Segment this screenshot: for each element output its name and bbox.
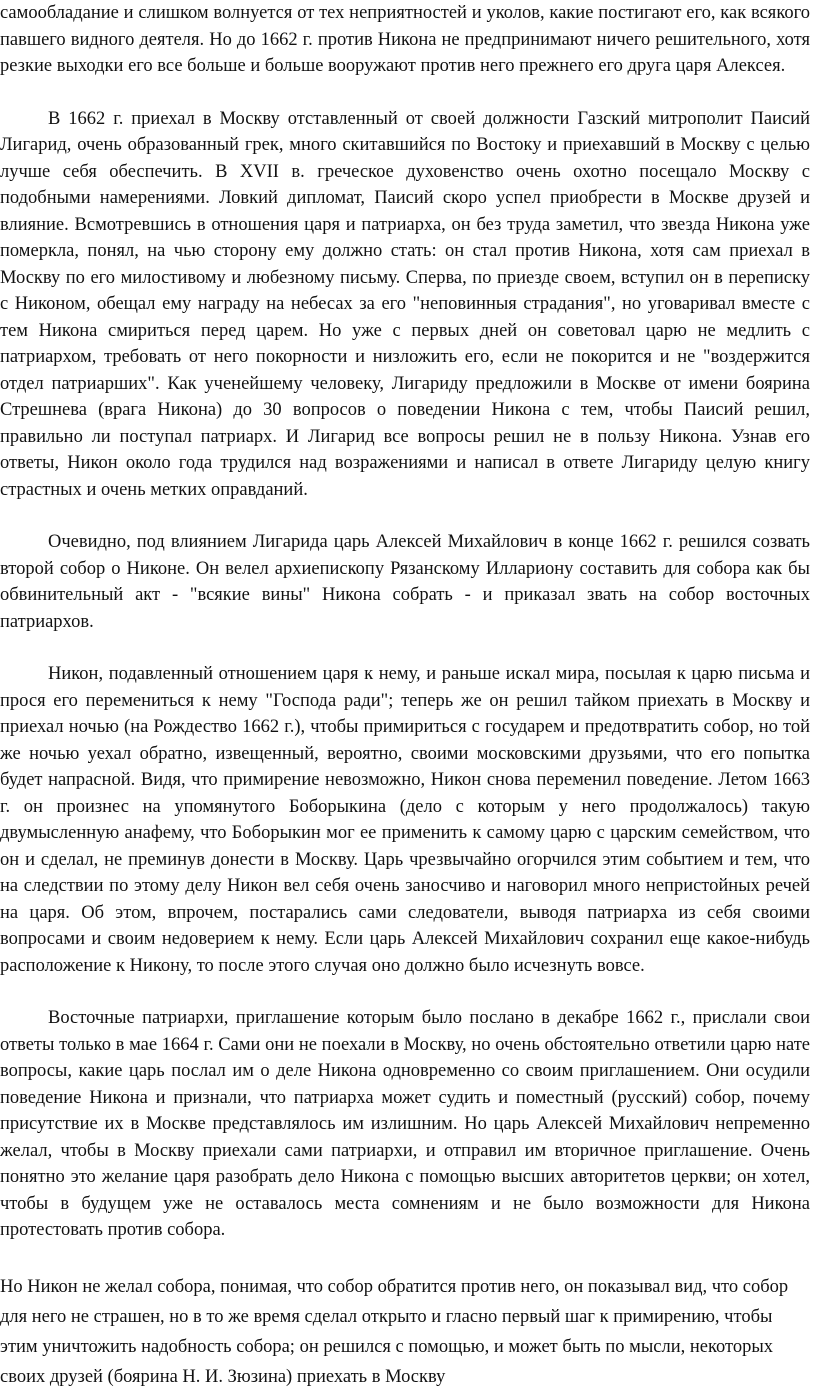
paragraph-6: Но Никон не желал собора, понимая, что собор обратится против него, он показывал вид, что собор для него не страшен, но в то же время сделал открыто и гласно первый шаг к примирению, чтобы этим уничтожить надобность собора; он решился с помощью, и может быть по мысли, некоторых своих друзей (боярина Н. И. Зюзина) приехать в Москву [0, 1276, 789, 1387]
paragraph-4: Никон, подавленный отношением царя к нему, и раньше искал мира, посылая к царю письма и прося его перемениться к нему "Господа ради"; теперь же он решил тайком приехать в Москву и приехал ночью (на Рождество 1662 г.), чтобы примириться с государем и предотвратить собор, но той же ночью уехал обратно, извещенный, вероятно, своими московскими друзьями, что его попытка будет напрасной. Видя, что примирение невозможно, Никон снова переменил поведение. Летом 1663 г. он произнес на упомянутого Боборыкина (дело с которым у него продолжалось) такую двумысленную анафему, что Боборыкин мог ее применить к самому царю с царским семейством, что он и сделал, не преминув донести в Москву. Царь чрезвычайно огорчился этим событием и тем, что на следствии по этому делу Никон вел себя очень заносчиво и наговорил много непристойных речей на царя. Об этом, впрочем, постарались сами следователи, выводя патриарха из себя своими вопросами и своим недоверием к нему. Если царь Алексей Михайлович сохранил еще какое-нибудь расположение к Никону, то после этого случая оно должно было исчезнуть вовсе. [0, 664, 810, 976]
paragraph-spacer [0, 80, 810, 106]
paragraph-spacer [0, 979, 810, 1005]
paragraph-spacer [0, 1244, 810, 1270]
paragraph-5: Восточные патриархи, приглашение которым было послано в декабре 1662 г., прислали свои ответы только в мае 1664 г. Сами они не поехали в Москву, но очень обстоятельно ответили царю нате вопросы, какие царь послал им о деле Никона одновременно со своим приглашением. Они осудили поведение Никона и признали, что патриарха может судить и поместный (русский) собор, почему присутствие их в Москве представлялось им излишним. Но царь Алексей Михайлович непременно желал, чтобы в Москву приехали сами патриархи, и отправил им вторичное приглашение. Очень понятно это желание царя разобрать дело Никона с помощью высших авторитетов церкви; он хотел, чтобы в будущем уже не оставалось места сомнениям и не было возможности для Никона протестовать против собора. [0, 1008, 810, 1240]
paragraph-1: самообладание и слишком волнуется от тех неприятностей и уколов, какие постигают его, как всякого павшего видного деятеля. Но до 1662 г. против Никона не предпринимают ничего решительного, хотя резкие выходки его все больше и больше вооружают против него прежнего его друга царя Алексея. [0, 3, 810, 76]
paragraph-spacer [0, 635, 810, 661]
paragraph-2: В 1662 г. приехал в Москву отставленный от своей должности Газский митрополит Паисий Лигарид, очень образованный грек, много скитавшийся по Востоку и приехавший в Москву с целью лучше себя обеспечить. В XVII в. греческое духовенство очень охотно посещало Москву с подобными намерениями. Ловкий дипломат, Паисий скоро успел приобрести в Москве друзей и влияние. Всмотревшись в отношения царя и патриарха, он без труда заметил, что звезда Никона уже померкла, понял, на чью сторону ему должно стать: он стал против Никона, хотя сам приехал в Москву по его милостивому и любезному письму. Сперва, по приезде своем, вступил он в переписку с Никоном, обещал ему награду на небесах за его "неповинныя страдания", но уговаривал вместе с тем Никона смириться перед царем. Но уже с первых дней он советовал царю не медлить с патриархом, требовать от него покорности и низложить его, если не покорится и не "воздержится отдел патриарших". Как ученейшему человеку, Лигариду предложили в Москве от имени боярина Стрешнева (врага Никона) до 30 вопросов о поведении Никона с тем, чтобы Паисий решил, правильно ли поступал патриарх. И Лигарид все вопросы решил не в пользу Никона. Узнав его ответы, Никон около года трудился над возражениями и написал в ответе Лигариду целую книгу страстных и очень метких оправданий. [0, 108, 810, 500]
paragraph-3: Очевидно, под влиянием Лигарида царь Алексей Михайлович в конце 1662 г. решился созвать второй собор о Никоне. Он велел архиепископу Рязанскому Иллариону составить для собора как бы обвинительный акт - "всякие вины" Никона собрать - и приказал звать на собор восточных патриархов. [0, 532, 810, 632]
paragraph-spacer [0, 503, 810, 529]
